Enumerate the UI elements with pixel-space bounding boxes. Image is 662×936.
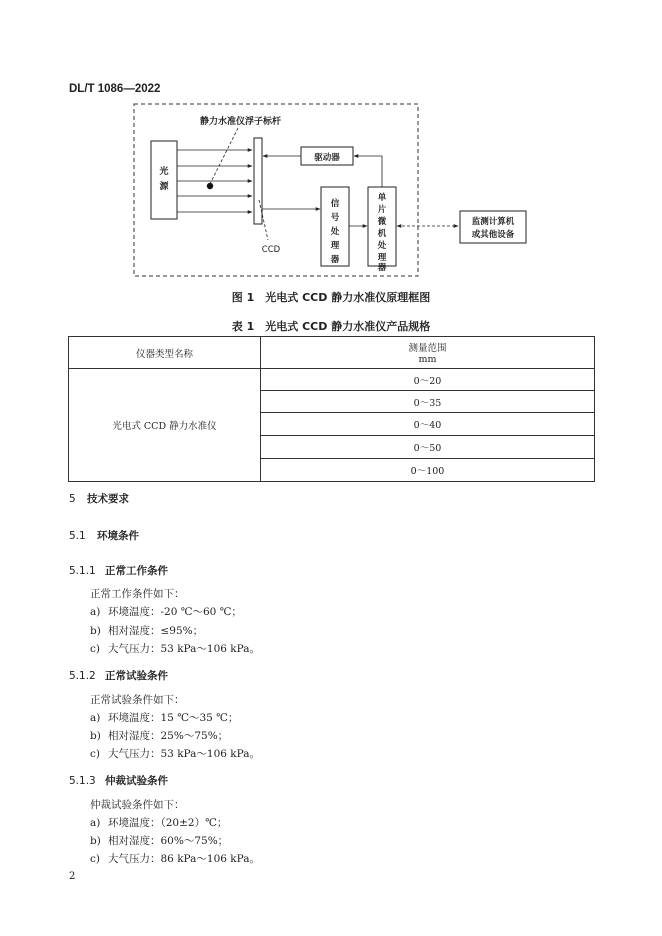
ccd-sensor (254, 138, 262, 224)
header-type-name: 仪器类型名称 (69, 337, 261, 369)
svg-text:机: 机 (377, 229, 387, 239)
section-5-1-1-heading: 5.1.1 正常工作条件 (69, 565, 168, 577)
ccd-label: CCD (261, 245, 281, 255)
svg-text:单: 单 (377, 193, 387, 203)
table-header-row (69, 337, 595, 369)
list-item: a) 环境温度：15 ℃～35 ℃； (90, 712, 239, 724)
mcu-to-driver-arrow (354, 156, 382, 187)
range-cell: 0～50 (261, 436, 595, 459)
range-cell: 0～35 (261, 391, 595, 413)
list-item: c) 大气压力：86 kPa～106 kPa。 (90, 853, 261, 865)
list-item: b) 相对湿度：≤95%； (90, 625, 204, 637)
svg-text:微: 微 (377, 217, 387, 227)
section-5-1-2-heading: 5.1.2 正常试验条件 (69, 670, 168, 682)
float-dot (207, 183, 213, 189)
list-item: b) 相对湿度：60%～75%； (90, 835, 229, 847)
section-5-1-1-intro: 正常工作条件如下： (90, 588, 185, 600)
section-5-1-heading: 5.1 环境条件 (69, 530, 139, 542)
range-cell: 0～100 (261, 459, 595, 482)
svg-text:处: 处 (377, 241, 387, 251)
svg-text:器: 器 (330, 255, 340, 265)
svg-text:器: 器 (377, 263, 387, 273)
light-source-label-2: 源 (159, 182, 169, 192)
list-item: a) 环境温度：-20 ℃～60 ℃； (90, 606, 242, 618)
header-range: 测量范围 mm (261, 337, 595, 369)
driver-label: 驱动器 (314, 153, 340, 163)
type-name-cell: 光电式 CCD 静力水准仪 (69, 369, 261, 482)
monitor-label-1: 监测计算机 (471, 217, 515, 227)
product-spec-table (68, 336, 595, 482)
svg-text:信: 信 (330, 199, 340, 209)
section-5-1-2-intro: 正常试验条件如下： (90, 694, 185, 706)
svg-text:号: 号 (330, 213, 340, 223)
ccd-leader (259, 200, 268, 240)
svg-text:处: 处 (330, 227, 340, 237)
light-source-box (151, 141, 177, 219)
monitor-label-2: 或其他设备 (471, 230, 515, 240)
table-row (69, 369, 595, 391)
list-item: a) 环境温度：（20±2）℃； (90, 817, 228, 829)
range-cell: 0～40 (261, 413, 595, 436)
float-rod-leader (210, 128, 238, 184)
svg-text:理: 理 (330, 241, 340, 251)
page-number: 2 (69, 871, 76, 882)
list-item: c) 大气压力：53 kPa～106 kPa。 (90, 748, 261, 760)
section-5-1-3-intro: 仲裁试验条件如下： (90, 799, 185, 811)
svg-text:片: 片 (377, 205, 387, 215)
section-5-heading: 5 技术要求 (69, 493, 129, 505)
table-caption: 表 1 光电式 CCD 静力水准仪产品规格 (231, 320, 431, 333)
figure-caption: 图 1 光电式 CCD 静力水准仪原理框图 (231, 291, 431, 304)
principle-block-diagram (0, 0, 662, 300)
float-rod-label: 静力水准仪浮子标杆 (200, 117, 282, 127)
light-source-label-1: 光 (159, 167, 169, 177)
list-item: c) 大气压力：53 kPa～106 kPa。 (90, 643, 261, 655)
range-cell: 0～20 (261, 369, 595, 391)
list-item: b) 相对湿度：25%～75%； (90, 730, 229, 742)
svg-text:理: 理 (377, 253, 387, 263)
section-5-1-3-heading: 5.1.3 仲裁试验条件 (69, 775, 168, 787)
document-code: DL/T 1086—2022 (69, 83, 161, 95)
